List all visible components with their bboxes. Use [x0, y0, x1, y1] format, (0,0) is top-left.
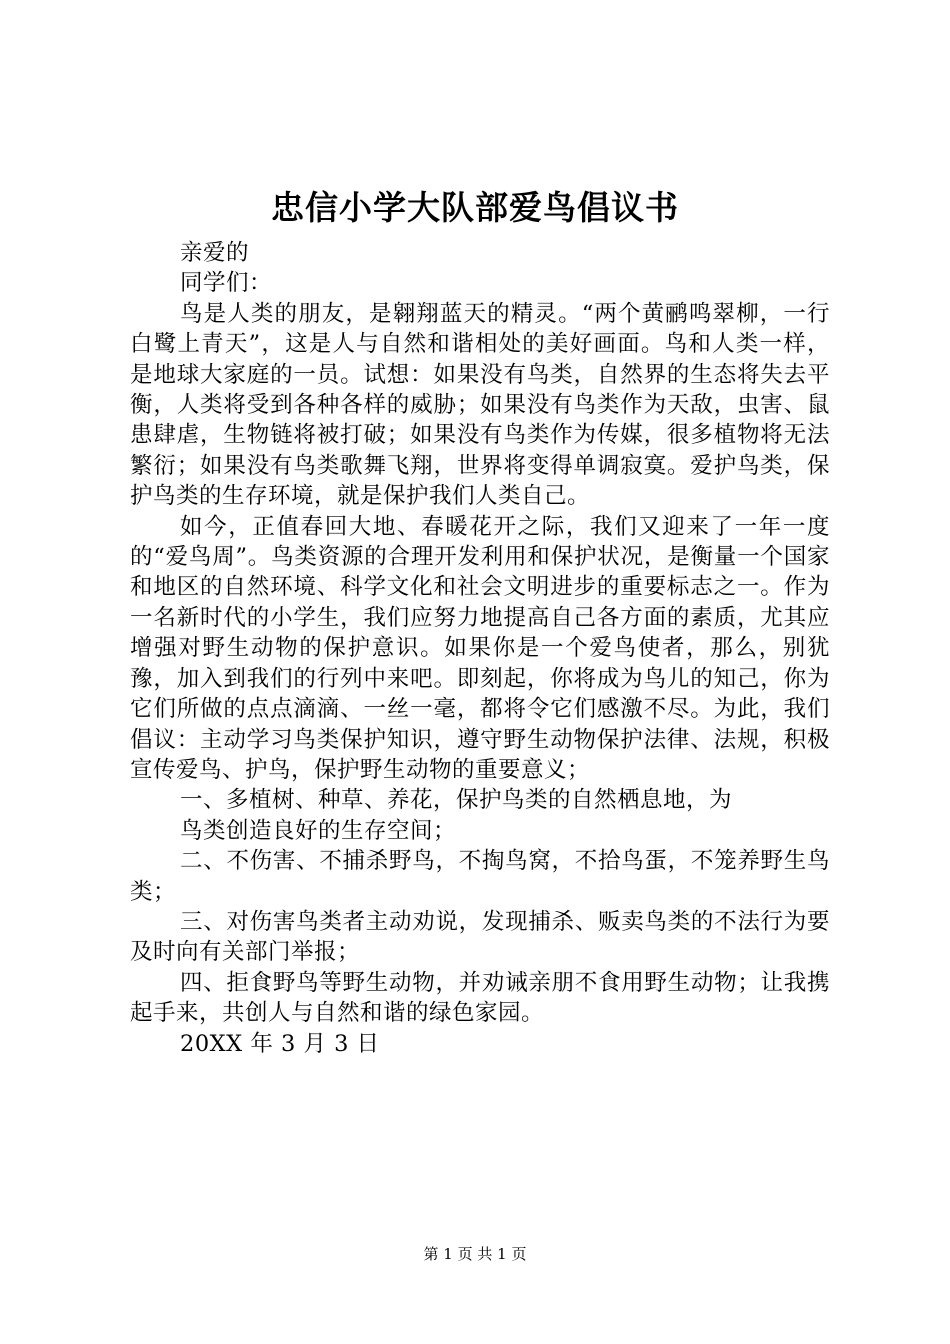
document-date: 20XX 年 3 月 3 日	[180, 1030, 380, 1057]
proposal-2: 二、不伤害、不捕杀野鸟，不掏鸟窝，不拾鸟蛋，不笼养野生鸟类；	[130, 848, 830, 905]
salutation-line-2: 同学们：	[180, 270, 273, 297]
page-footer: 第 1 页 共 1 页	[423, 1245, 527, 1263]
salutation-line-1: 亲爱的	[180, 240, 250, 266]
proposal-1-line-1: 一、多植树、种草、养花，保护鸟类的自然栖息地，为	[180, 787, 733, 814]
proposal-3: 三、对伤害鸟类者主动劝说，发现捕杀、贩卖鸟类的不法行为要及时向有关部门举报；	[130, 908, 830, 966]
proposal-1-line-2: 鸟类创造良好的生存空间；	[180, 817, 457, 844]
proposal-4: 四、拒食野鸟等野生动物，并劝诫亲朋不食用野生动物；让我携起手来，共创人与自然和谐的绿色家园。	[130, 969, 830, 1027]
paragraph-2: 如今，正值春回大地、春暖花开之际，我们又迎来了一年一度的“爱鸟周”。鸟类资源的合理开发利用和保护状况，是衡量一个国家和地区的自然环境、科学文化和社会文明进步的重要标志之一。作为一名新时代的小学生，我们应努力地提高自己各方面的素质，尤其应增强对野生动物的保护意识。如果你是一个爱鸟使者，那么，别犹豫，加入到我们的行列中来吧。即刻起，你将成为鸟儿的知己，你为它们所做的点点滴滴、一丝一毫，都将令它们感激不尽。为此，我们倡议：主动学习鸟类保护知识，遵守野生动物保护法律、法规，积极宣传爱鸟、护鸟，保护野生动物的重要意义；	[130, 513, 830, 783]
document-body	[130, 238, 830, 1059]
document-title: 忠信小学大队部爱鸟倡议书	[271, 188, 679, 227]
paragraph-1: 鸟是人类的朋友，是翱翔蓝天的精灵。“两个黄鹂鸣翠柳，一行白鹭上青天”，这是人与自然和谐相处的美好画面。鸟和人类一样，是地球大家庭的一员。试想：如果没有鸟类，自然界的生态将失去平衡，人类将受到各种各样的威胁；如果没有鸟类作为天敌，虫害、鼠患肆虐，生物链将被打破；如果没有鸟类作为传媒，很多植物将无法繁衍；如果没有鸟类歌舞飞翔，世界将变得单调寂寞。爱护鸟类，保护鸟类的生存环境，就是保护我们人类自己。	[130, 300, 830, 510]
